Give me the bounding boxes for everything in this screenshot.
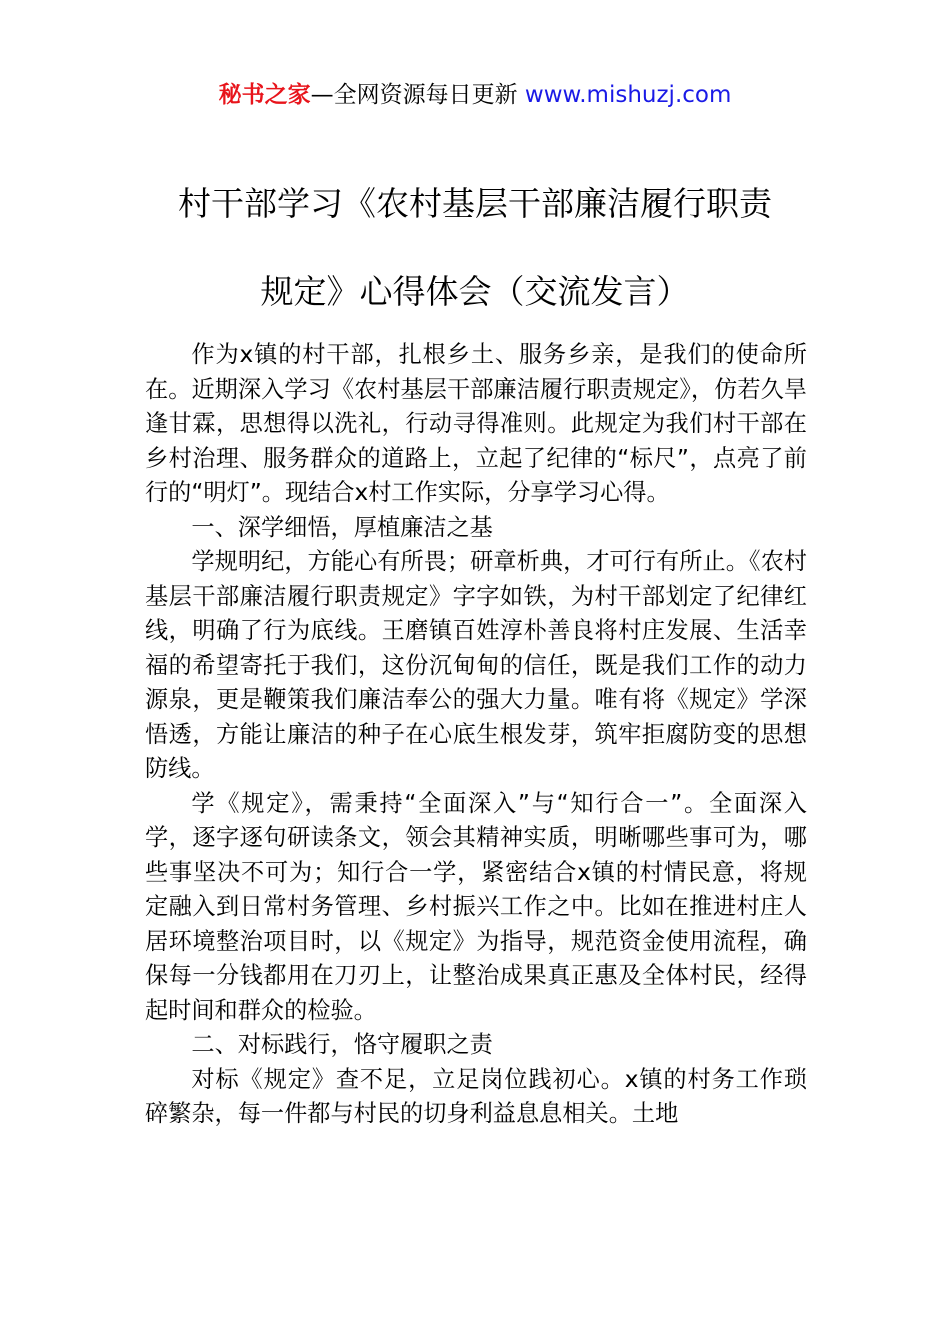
body-paragraph: 对标《规定》查不足，立足岗位践初心。x镇的村务工作琐碎繁杂，每一件都与村民的切身利益息息相关。土地 <box>145 1065 807 1127</box>
header-slogan: —全网资源每日更新 <box>310 82 525 108</box>
document-title <box>110 160 840 336</box>
brand-name: 秘书之家 <box>218 82 311 108</box>
site-url-link[interactable]: www.mishuzj.com <box>524 82 732 108</box>
section-heading-2: 二、对标践行，恪守履职之责 <box>191 1031 493 1058</box>
title-line-1: 村干部学习《农村基层干部廉洁履行职责 <box>178 184 772 223</box>
site-header <box>0 78 950 112</box>
section-heading-1: 一、深学细悟，厚植廉洁之基 <box>191 513 493 541</box>
body-paragraph: 学《规定》，需秉持“全面深入”与“知行合一”。全面深入学，逐字逐句研读条文，领会其精神实质，明晰哪些事可为，哪些事坚决不可为；知行合一学，紧密结合x镇的村情民意，将规定融入到日常村务管理、乡村振兴工作之中。比如在推进村庄人居环境整治项目时，以《规定》为指导，规范资金使用流程，确保每一分钱都用在刀刃上，让整治成果真正惠及全体村民，经得起时间和群众的检验。 <box>145 789 807 1024</box>
title-line-2: 规定》心得体会（交流发言） <box>260 272 690 311</box>
document-body <box>145 338 807 1132</box>
intro-paragraph: 作为x镇的村干部，扎根乡土、服务乡亲，是我们的使命所在。近期深入学习《农村基层干部廉洁履行职责规定》，仿若久旱逢甘霖，思想得以洗礼，行动寻得准则。此规定为我们村干部在乡村治理、服务群众的道路上，立起了纪律的“标尺”，点亮了前行的“明灯”。现结合x村工作实际，分享学习心得。 <box>145 341 807 506</box>
body-paragraph: 学规明纪，方能心有所畏；研章析典，才可行有所止。《农村基层干部廉洁履行职责规定》字字如铁，为村干部划定了纪律红线，明确了行为底线。王磨镇百姓淳朴善良将村庄发展、生活幸福的希望寄托于我们，这份沉甸甸的信任，既是我们工作的动力源泉，更是鞭策我们廉洁奉公的强大力量。唯有将《规定》学深悟透，方能让廉洁的种子在心底生根发芽，筑牢拒腐防变的思想防线。 <box>145 548 807 782</box>
